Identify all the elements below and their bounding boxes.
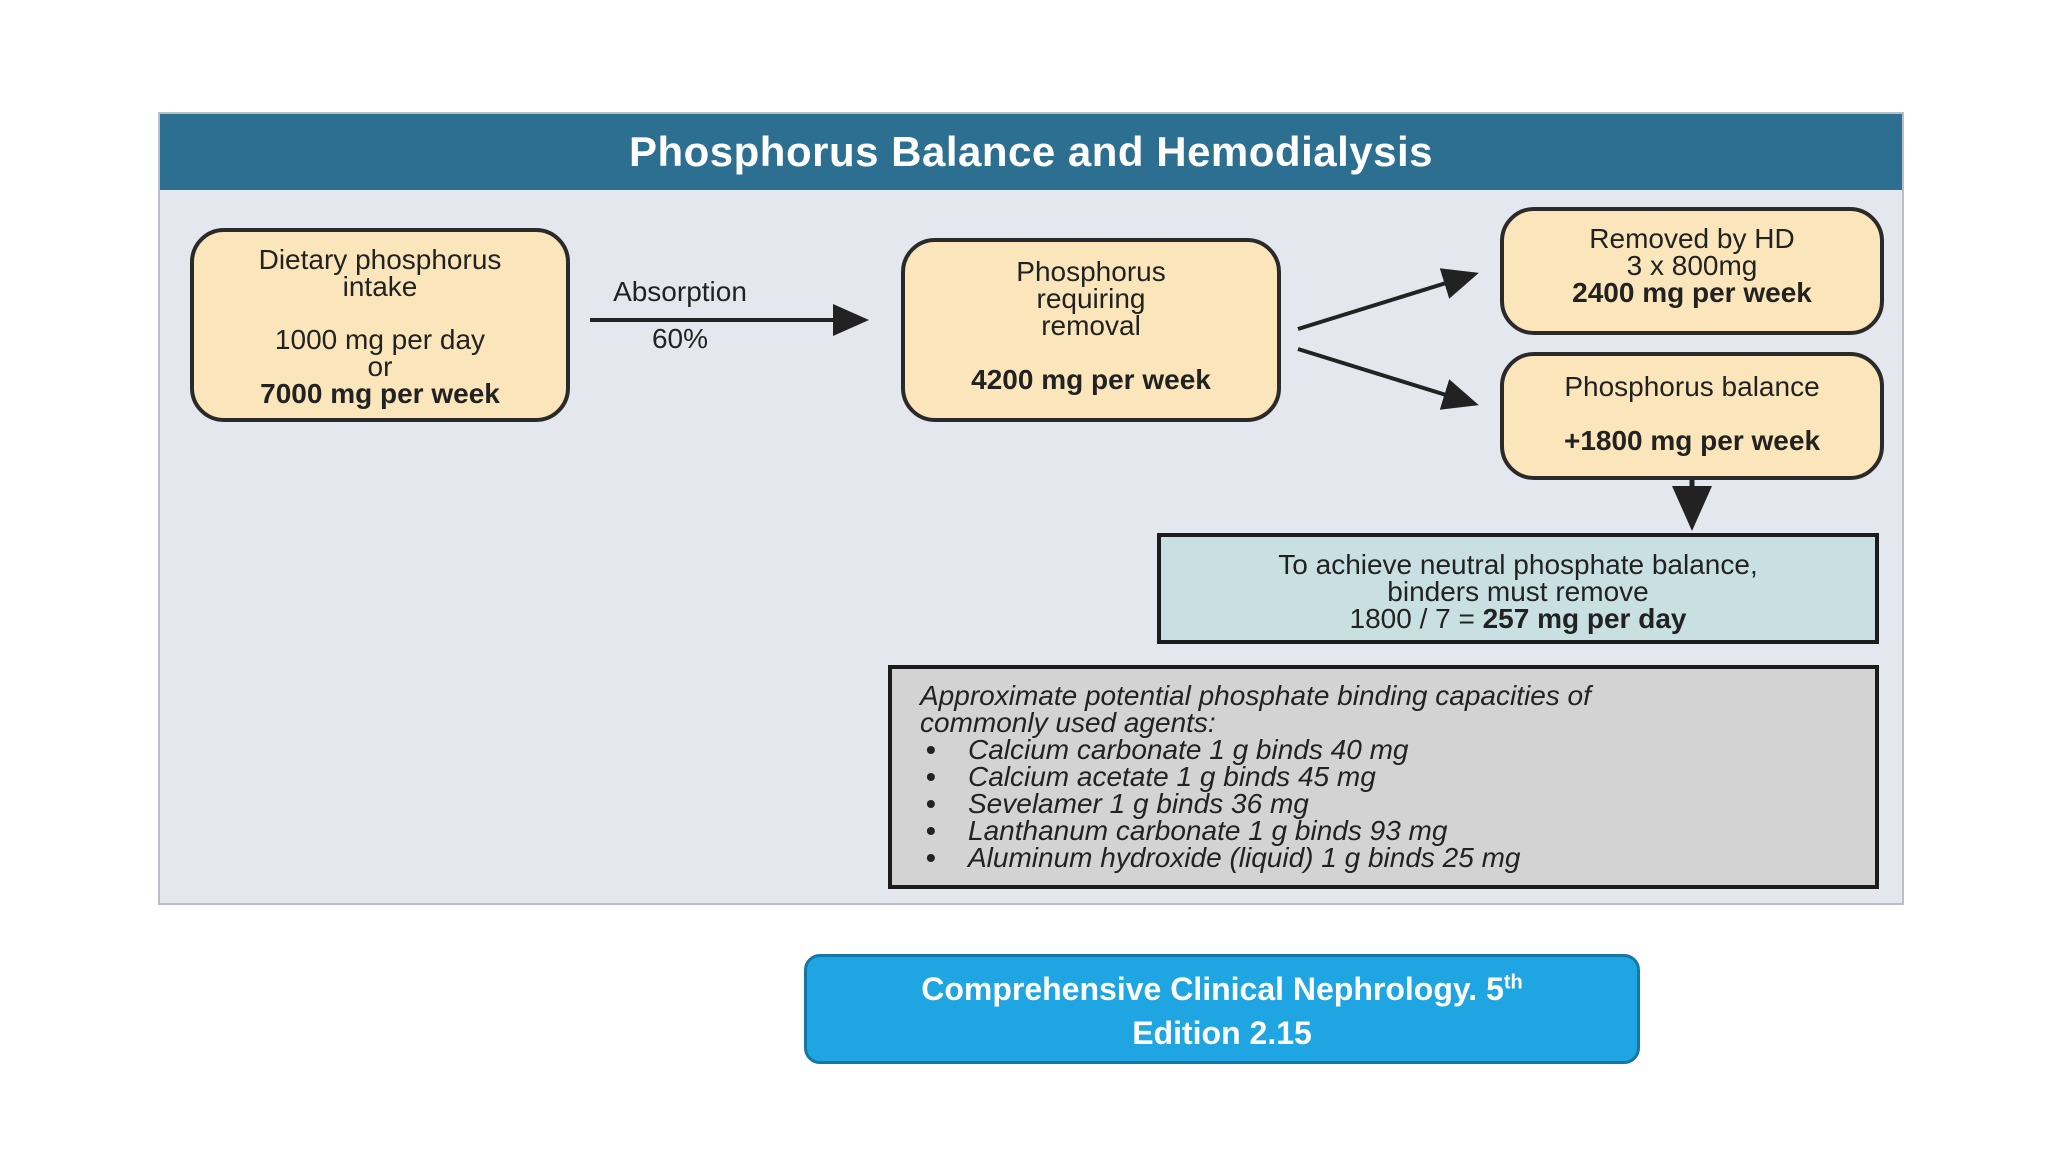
bullet-icon: • <box>926 761 936 792</box>
absorption-label: Absorption <box>613 276 747 307</box>
flow-arrows <box>160 114 1906 907</box>
removed-line-2: 3 x 800mg <box>1626 250 1758 281</box>
bullet-icon: • <box>926 815 936 846</box>
binder-item-text: Calcium acetate 1 g binds 45 mg <box>968 761 1376 792</box>
binders-heading-1: Approximate potential phosphate binding capacities of <box>920 680 1591 711</box>
citation-superscript: th <box>1503 971 1523 994</box>
intake-line-2: intake <box>342 271 418 302</box>
balance-line-1: Phosphorus balance <box>1564 371 1820 402</box>
binder-item-text: Aluminum hydroxide (liquid) 1 g binds 25 mg <box>968 842 1521 873</box>
bullet-icon: • <box>926 842 936 873</box>
removed-line-3: 2400 mg per week <box>1572 277 1812 308</box>
figure-title: Phosphorus Balance and Hemodialysis <box>160 114 1902 190</box>
binder-item-text: Lanthanum carbonate 1 g binds 93 mg <box>968 815 1448 846</box>
binders-heading-2: commonly used agents: <box>920 707 1216 738</box>
to-balance-arrow <box>1298 349 1475 404</box>
citation-line-2: Edition 2.15 <box>1132 1015 1312 1051</box>
intake-line-5: 7000 mg per week <box>260 378 500 409</box>
intake-line-3: 1000 mg per day <box>274 324 486 355</box>
absorption-percent: 60% <box>651 323 709 354</box>
bullet-icon: • <box>926 788 936 819</box>
intake-line-1: Dietary phosphorus <box>258 244 502 275</box>
diagram-figure <box>158 112 1904 905</box>
citation-line-1: Comprehensive Clinical Nephrology. 5 <box>921 971 1504 1007</box>
to-removed-arrow <box>1298 274 1475 329</box>
neutral-line-1: To achieve neutral phosphate balance, <box>1278 549 1758 580</box>
requiring-line-3: removal <box>1041 310 1141 341</box>
intake-line-4: or <box>367 351 393 382</box>
binder-item-text: Calcium carbonate 1 g binds 40 mg <box>968 734 1409 765</box>
requiring-line-2: requiring <box>1036 283 1146 314</box>
balance-line-2: +1800 mg per week <box>1563 425 1821 456</box>
neutral-line-3-formula: 1800 / 7 = <box>1349 603 1483 634</box>
neutral-line-2: binders must remove <box>1387 576 1649 607</box>
requiring-line-4: 4200 mg per week <box>971 364 1211 395</box>
bullet-icon: • <box>926 734 936 765</box>
citation-box <box>804 954 1640 1064</box>
neutral-line-3-result: 257 mg per day <box>1482 603 1687 634</box>
removed-line-1: Removed by HD <box>1589 223 1795 254</box>
requiring-line-1: Phosphorus <box>1016 256 1166 287</box>
binder-item-text: Sevelamer 1 g binds 36 mg <box>968 788 1309 819</box>
